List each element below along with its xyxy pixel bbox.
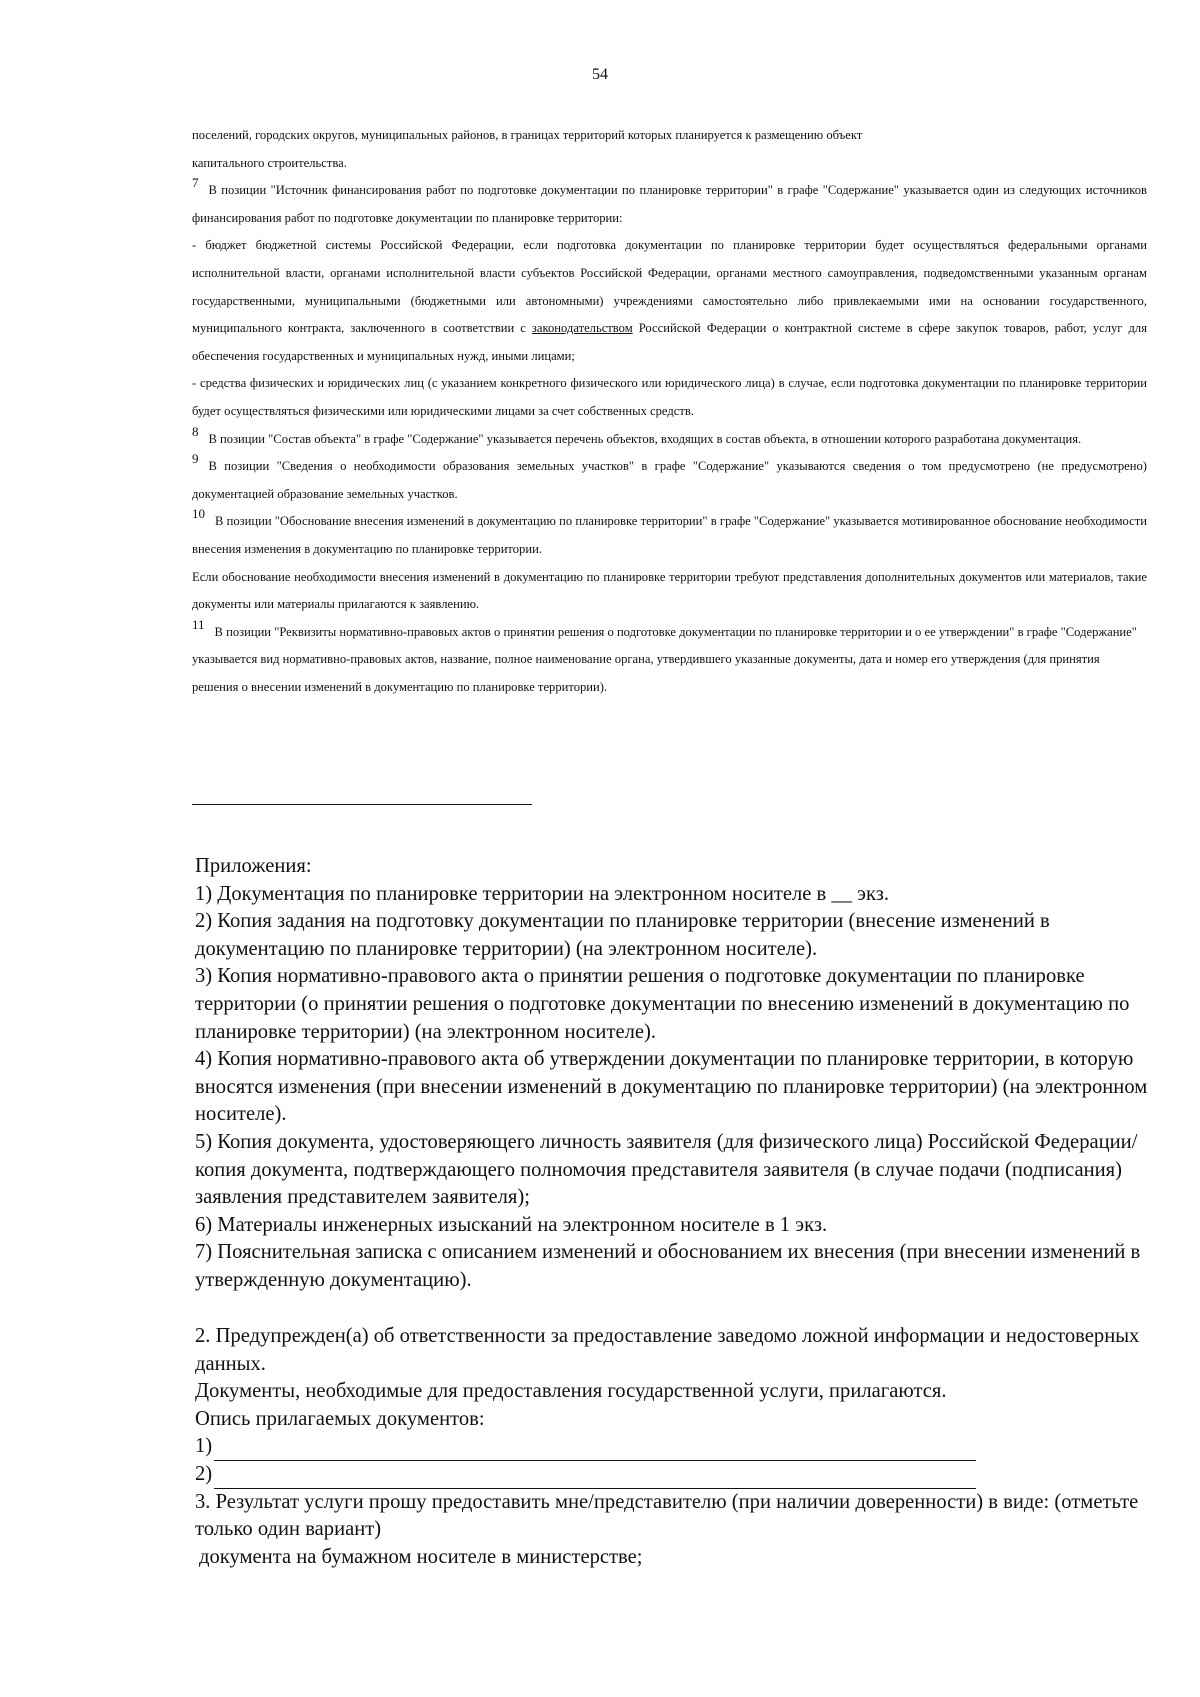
footnote-7-bullet-budget-text-end: Российской Федерации о контрактной системе в сфере закупок товаров, работ, услуг для обеспечения государственных и муниципальных нужд, иными лицами; bbox=[192, 321, 1147, 363]
footnote-8 bbox=[192, 423, 1147, 454]
footnote-7-bullet-budget-text: - бюджет бюджетной системы Российской Федерации, если подготовка документации по планировке территории будет осуществляться федеральными органами исполнительной власти, органами исполнительной власти субъектов Российской Федерации, органами местного самоуправления, подведомственными указанным органам государственными, муниципальными (бюджетными или автономными) учреждениями самостоятельно либо привлекаемыми ими на основании государственного, муниципального контракта, заключенного в соответствии с bbox=[192, 238, 1147, 336]
attachment-item: 6) Материалы инженерных изысканий на электронном носителе в 1 экз. bbox=[195, 1213, 828, 1236]
footnote-10-text: В позиции "Обоснование внесения изменений в документацию по планировке территории" в графе "Содержание" указывается мотивированное обоснование необходимости внесения изменения в документацию по планировке территории. bbox=[192, 514, 1147, 556]
footnote-continuation-line2: капитального строительства. bbox=[192, 155, 347, 170]
attachments-section bbox=[195, 853, 1155, 1295]
declarations-section bbox=[195, 1323, 1155, 1571]
attachments-heading: Приложения: bbox=[195, 855, 312, 877]
attachment-item: 5) Копия документа, удостоверяющего личность заявителя (для физического лица) Российской Федерации/ копия документа, подтверждающего полномочия представителя заявителя (в случае подачи (подписания) заявления представителем заявителя); bbox=[195, 1130, 1138, 1209]
attachment-item: 1) Документация по планировке территории на электронном носителе в __ экз. bbox=[195, 882, 890, 905]
footnote-8-text: В позиции "Состав объекта" в графе "Содержание" указывается перечень объектов, входящих в состав объекта, в отношении которого разработана документация. bbox=[208, 431, 1082, 446]
footnote-7 bbox=[192, 177, 1147, 232]
inventory-line-number: 2) bbox=[195, 1462, 213, 1485]
option-paper-document: документа на бумажном носителе в министерстве; bbox=[199, 1545, 643, 1568]
footnote-10 bbox=[192, 508, 1147, 563]
footnote-7-bullet-budget bbox=[192, 232, 1147, 370]
legislation-link[interactable]: законодательством bbox=[531, 321, 633, 336]
inventory-blank-field[interactable] bbox=[214, 1439, 976, 1461]
page-number: 54 bbox=[592, 66, 608, 83]
inventory-line-1 bbox=[195, 1433, 1155, 1461]
inventory-heading: Опись прилагаемых документов: bbox=[195, 1407, 485, 1430]
attachment-item: 7) Пояснительная записка с описанием изменений и обоснованием их внесения (при внесении изменений в утвержденную документацию). bbox=[195, 1241, 1141, 1291]
attachment-item: 2) Копия задания на подготовку документации по планировке территории (внесение изменений в документацию по планировке территории) (на электронном носителе). bbox=[195, 910, 1050, 960]
footnote-10-extra: Если обоснование необходимости внесения изменений в документацию по планировке территории требуют представления дополнительных документов или материалов, такие документы или материалы прилагаются к заявлению. bbox=[192, 569, 1147, 612]
footnote-marker-10: 10 bbox=[192, 506, 205, 522]
footnote-11 bbox=[192, 616, 1147, 702]
liability-warning: 2. Предупрежден(а) об ответственности за предоставление заведомо ложной информации и недостоверных данных. bbox=[195, 1325, 1140, 1375]
attachment-item: 3) Копия нормативно-правового акта о принятии решения о подготовке документации по планировке территории (о принятии решения о подготовке документации по внесению изменений в документацию по планировке территории) (на электронном носителе). bbox=[195, 965, 1130, 1043]
footnote-7-bullet-private: - средства физических и юридических лиц (с указанием конкретного физического или юридического лица) в случае, если подготовка документации по планировке территории будет осуществляться физическими или юридическими лицами за счет собственных средств. bbox=[192, 376, 1147, 418]
result-request: 3. Результат услуги прошу предоставить мне/представителю (при наличии доверенности) в виде: (отметьте только один вариант) bbox=[195, 1490, 1139, 1541]
inventory-blank-field[interactable] bbox=[214, 1467, 976, 1489]
footnote-11-text: В позиции "Реквизиты нормативно-правовых актов о принятии решения о подготовке документации по планировке территории и о ее утверждении" в графе "Содержание" указывается вид нормативно-правовых актов, название, полное наименование органа, утвердившего указанные документы, дата и номер его утверждения (для принятия решения о внесении изменений в документацию по планировке территории). bbox=[192, 624, 1137, 694]
documents-attached-note: Документы, необходимые для предоставления государственной услуги, прилагаются. bbox=[195, 1380, 947, 1403]
footnote-marker-9: 9 bbox=[192, 451, 199, 467]
footnote-continuation bbox=[192, 122, 1147, 177]
footnote-marker-7: 7 bbox=[192, 175, 199, 191]
footnote-marker-8: 8 bbox=[192, 423, 199, 439]
footnote-9 bbox=[192, 453, 1147, 508]
inventory-line-2 bbox=[195, 1461, 1155, 1489]
attachment-item: 4) Копия нормативно-правового акта об утверждении документации по планировке территории, в которую вносятся изменения (при внесении изменений в документацию по планировке территории) (на электронном носителе). bbox=[195, 1048, 1148, 1126]
footnote-marker-11: 11 bbox=[192, 616, 205, 632]
footnote-9-text: В позиции "Сведения о необходимости образования земельных участков" в графе "Содержание" указываются сведения о том предусмотрено (не предусмотрено) документацией образование земельных участков. bbox=[192, 459, 1147, 501]
footnote-7-text: В позиции "Источник финансирования работ по подготовке документации по планировке территории" в графе "Содержание" указывается один из следующих источников финансирования работ по подготовке документации по планировке территории: bbox=[192, 183, 1147, 225]
footnote-continuation-line1: поселений, городских округов, муниципальных районов, в границах территорий которых планируется к размещению объект bbox=[192, 128, 863, 142]
inventory-line-number: 1) bbox=[195, 1435, 213, 1458]
footnotes bbox=[192, 122, 1147, 701]
footnote-divider bbox=[192, 804, 532, 805]
